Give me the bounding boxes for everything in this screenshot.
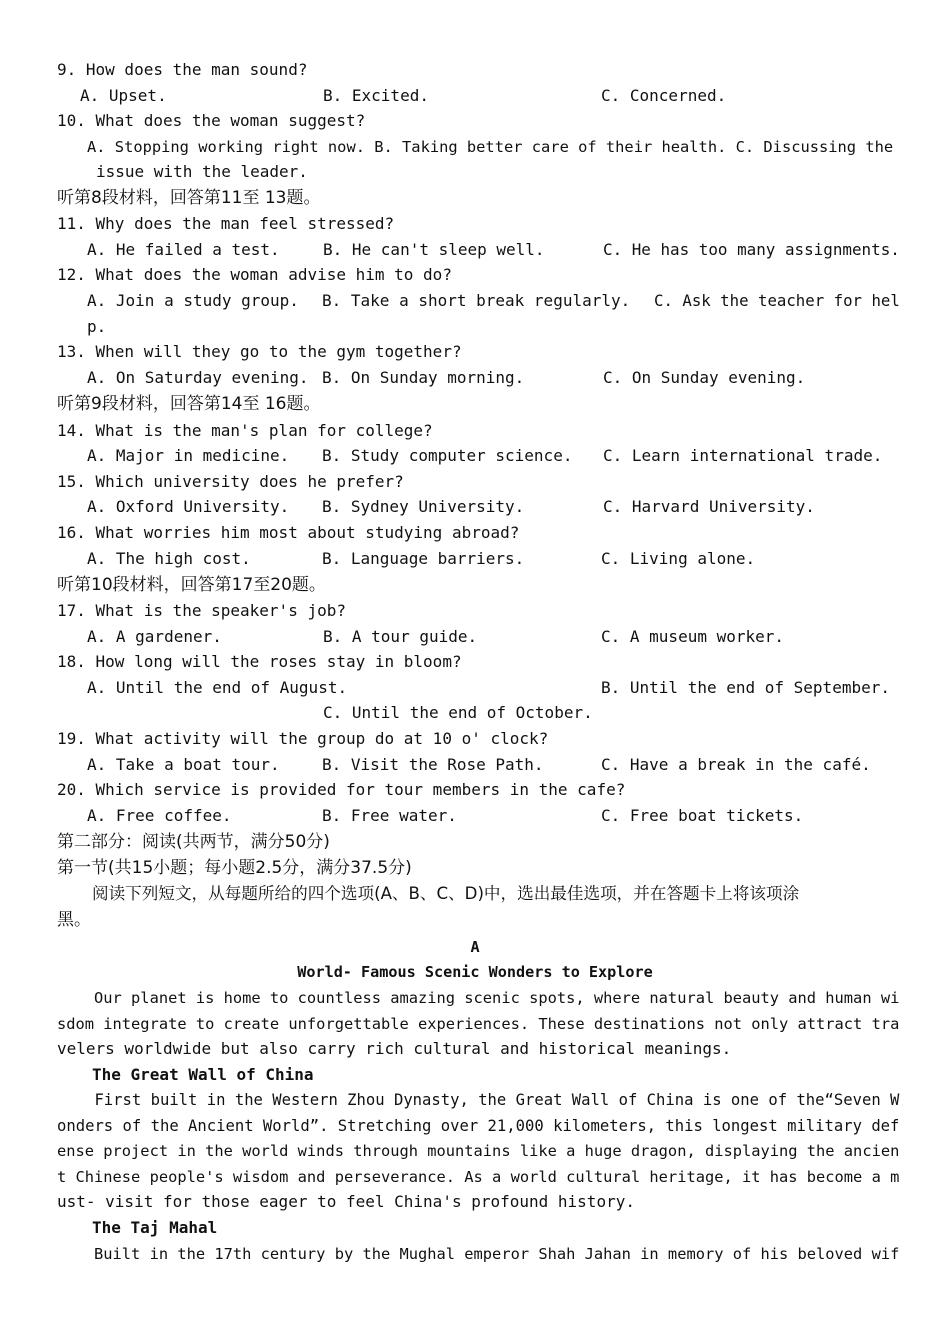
question-15-option-b[interactable]: B. Sydney University. <box>322 497 525 516</box>
passage-title: World- Famous Scenic Wonders to Explore <box>297 963 653 981</box>
intro-line-1: Our planet is home to countless amazing scenic spots, where natural beauty and human wi <box>57 989 900 1007</box>
question-18-option-c[interactable]: C. Until the end of October. <box>323 703 593 722</box>
section-header-8: 听第8段材料，回答第11至 13题。 <box>57 188 321 208</box>
taj-mahal-line-1: Built in the 17th century by the Mughal emperor Shah Jahan in memory of his beloved wif <box>57 1245 900 1263</box>
question-15-option-c[interactable]: C. Harvard University. <box>603 497 815 516</box>
question-12-option-a[interactable]: A. Join a study group. <box>87 291 299 310</box>
question-18-option-a[interactable]: A. Until the end of August. <box>87 678 348 697</box>
question-16-option-b[interactable]: B. Language barriers. <box>322 549 525 568</box>
question-11-option-b[interactable]: B. He can't sleep well. <box>323 240 545 259</box>
question-17-option-a[interactable]: A. A gardener. <box>87 627 222 646</box>
question-13-option-b[interactable]: B. On Sunday morning. <box>322 368 525 387</box>
question-20-option-b[interactable]: B. Free water. <box>322 806 457 825</box>
question-11-option-a[interactable]: A. He failed a test. <box>87 240 280 259</box>
question-19-option-b[interactable]: B. Visit the Rose Path. <box>322 755 544 774</box>
great-wall-line-4: t Chinese people's wisdom and perseverance. As a world cultural heritage, it has become a m <box>57 1168 900 1186</box>
section-header-10: 听第10段材料，回答第17至20题。 <box>57 575 326 595</box>
intro-line-3: velers worldwide but also carry rich cultural and historical meanings. <box>57 1039 732 1058</box>
question-16-stem: 16. What worries him most about studying abroad? <box>57 523 520 542</box>
question-10-options[interactable]: A. Stopping working right now. B. Taking better care of their health. C. Discussing the <box>87 138 894 156</box>
part-2-section-1: 第一节(共15小题；每小题2.5分，满分37.5分) <box>57 858 412 878</box>
question-17-stem: 17. What is the speaker's job? <box>57 601 346 620</box>
question-14-option-b[interactable]: B. Study computer science. <box>322 446 573 465</box>
question-15-stem: 15. Which university does he prefer? <box>57 472 404 491</box>
question-13-option-a[interactable]: A. On Saturday evening. <box>87 368 309 387</box>
question-19-option-c[interactable]: C. Have a break in the café. <box>601 755 871 774</box>
question-13-stem: 13. When will they go to the gym together? <box>57 342 462 361</box>
question-14-option-a[interactable]: A. Major in medicine. <box>87 446 290 465</box>
part-2-title: 第二部分：阅读(共两节，满分50分) <box>57 832 330 852</box>
question-16-option-c[interactable]: C. Living alone. <box>601 549 756 568</box>
question-10-options-cont: issue with the leader. <box>96 162 308 181</box>
question-14-stem: 14. What is the man's plan for college? <box>57 421 433 440</box>
passage-label: A <box>470 938 480 956</box>
intro-line-2: sdom integrate to create unforgettable experiences. These destinations not only attract tra <box>57 1015 900 1033</box>
question-12-option-b[interactable]: B. Take a short break regularly. <box>322 291 631 310</box>
question-10-stem: 10. What does the woman suggest? <box>57 111 366 130</box>
question-12-option-c[interactable]: C. Ask the teacher for hel <box>654 291 900 310</box>
section-header-9: 听第9段材料，回答第14至 16题。 <box>57 394 321 414</box>
question-9-option-b[interactable]: B. Excited. <box>323 86 429 105</box>
question-12-options-cont: p. <box>87 317 107 336</box>
question-15-option-a[interactable]: A. Oxford University. <box>87 497 290 516</box>
question-19-option-a[interactable]: A. Take a boat tour. <box>87 755 280 774</box>
question-11-stem: 11. Why does the man feel stressed? <box>57 214 395 233</box>
question-17-option-b[interactable]: B. A tour guide. <box>323 627 478 646</box>
great-wall-line-3: ense project in the world winds through mountains like a huge dragon, displaying the ancien <box>57 1142 900 1160</box>
question-18-stem: 18. How long will the roses stay in bloom? <box>57 652 462 671</box>
question-9-option-a[interactable]: A. Upset. <box>80 86 167 105</box>
reading-instruction-cont: 黑。 <box>57 910 91 930</box>
question-19-stem: 19. What activity will the group do at 10 o' clock? <box>57 729 549 748</box>
question-20-option-a[interactable]: A. Free coffee. <box>87 806 232 825</box>
question-20-stem: 20. Which service is provided for tour members in the cafe? <box>57 780 626 799</box>
question-11-option-c[interactable]: C. He has too many assignments. <box>603 240 900 259</box>
question-13-option-c[interactable]: C. On Sunday evening. <box>603 368 806 387</box>
question-18-option-b[interactable]: B. Until the end of September. <box>601 678 890 697</box>
question-14-option-c[interactable]: C. Learn international trade. <box>603 446 883 465</box>
heading-taj-mahal: The Taj Mahal <box>92 1218 218 1237</box>
question-9-stem: 9. How does the man sound? <box>57 60 308 79</box>
great-wall-line-5: ust- visit for those eager to feel China's profound history. <box>57 1192 635 1211</box>
question-17-option-c[interactable]: C. A museum worker. <box>601 627 785 646</box>
question-16-option-a[interactable]: A. The high cost. <box>87 549 251 568</box>
question-12-stem: 12. What does the woman advise him to do? <box>57 265 452 284</box>
great-wall-line-2: onders of the Ancient World”. Stretching over 21,000 kilometers, this longest military def <box>57 1117 900 1135</box>
question-20-option-c[interactable]: C. Free boat tickets. <box>601 806 804 825</box>
great-wall-line-1: First built in the Western Zhou Dynasty, the Great Wall of China is one of the“Seven W <box>57 1091 900 1109</box>
heading-great-wall: The Great Wall of China <box>92 1065 314 1084</box>
reading-instruction: 阅读下列短文，从每题所给的四个选项(A、B、C、D)中，选出最佳选项，并在答题卡上将该项涂 <box>92 884 800 903</box>
question-9-option-c[interactable]: C. Concerned. <box>601 86 727 105</box>
